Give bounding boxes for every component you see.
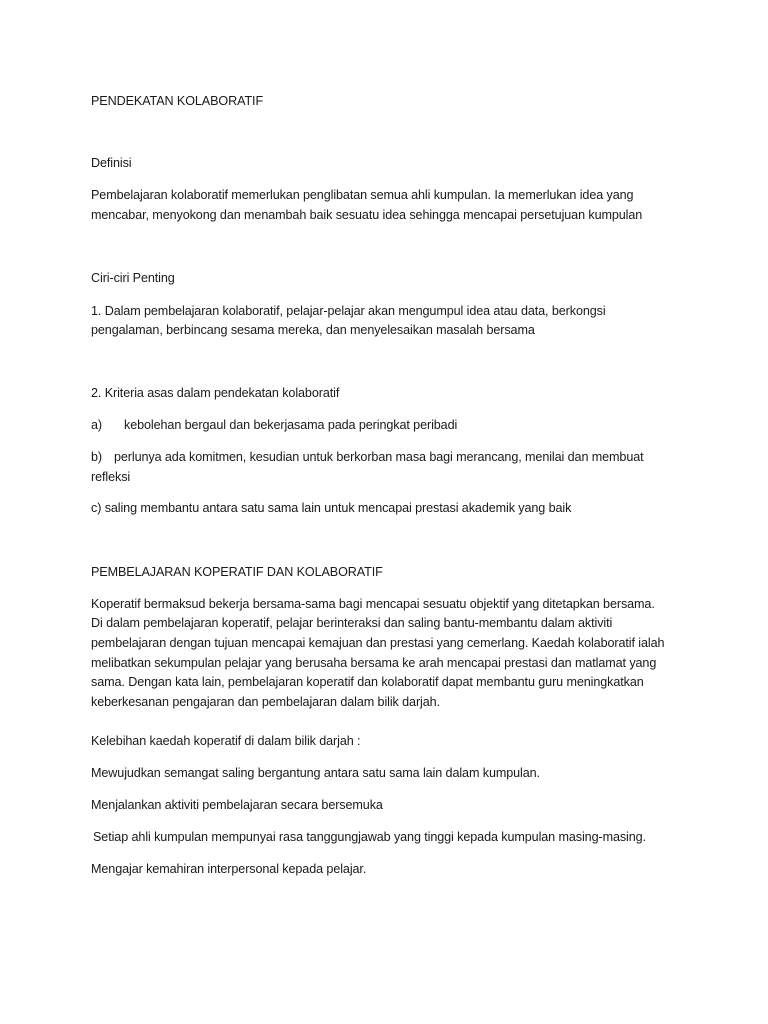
kelebihan-item-3: Setiap ahli kumpulan mempunyai rasa tanggungjawab yang tinggi kepada kumpulan masing-masing.: [93, 830, 646, 844]
definisi-text-line-2: mencabar, menyokong dan menambah baik sesuatu idea sehingga mencapai persetujuan kumpulan: [91, 208, 643, 222]
item-a-text: kebolehan bergaul dan bekerjasama pada peringkat peribadi: [124, 418, 458, 432]
item-b-line-1: [91, 447, 644, 467]
paragraph-line-2: Di dalam pembelajaran koperatif, pelajar berinteraksi dan saling bantu-membantu dalam aktiviti: [91, 616, 613, 630]
point-1-line-2: pengalaman, berbincang sesama mereka, dan menyelesaikan masalah bersama: [91, 323, 535, 337]
section-2-heading: PEMBELAJARAN KOPERATIF DAN KOLABORATIF: [91, 565, 383, 579]
paragraph-line-3: pembelajaran dengan tujuan mencapai kemajuan dan prestasi yang cemerlang. Kaedah kolaboratif ialah: [91, 636, 665, 650]
point-2: 2. Kriteria asas dalam pendekatan kolaboratif: [91, 386, 340, 400]
item-b-line-2: refleksi: [91, 470, 131, 484]
item-a: [91, 415, 457, 435]
item-b-marker: b): [91, 450, 102, 464]
ciri-heading: Ciri-ciri Penting: [91, 271, 175, 285]
definisi-text-line-1: Pembelajaran kolaboratif memerlukan penglibatan semua ahli kumpulan. Ia memerlukan idea yang: [91, 188, 634, 202]
item-b-text: perlunya ada komitmen, kesudian untuk berkorban masa bagi merancang, menilai dan membuat: [114, 450, 644, 464]
item-c: c) saling membantu antara satu sama lain untuk mencapai prestasi akademik yang baik: [91, 501, 572, 515]
kelebihan-heading: Kelebihan kaedah koperatif di dalam bilik darjah :: [91, 734, 361, 748]
document-title: PENDEKATAN KOLABORATIF: [91, 94, 264, 108]
definisi-heading: Definisi: [91, 156, 132, 170]
kelebihan-item-1: Mewujudkan semangat saling bergantung antara satu sama lain dalam kumpulan.: [91, 766, 540, 780]
point-1-line-1: 1. Dalam pembelajaran kolaboratif, pelajar-pelajar akan mengumpul idea atau data, berkongsi: [91, 304, 606, 318]
kelebihan-item-2: Menjalankan aktiviti pembelajaran secara bersemuka: [91, 798, 383, 812]
kelebihan-item-4: Mengajar kemahiran interpersonal kepada pelajar.: [91, 862, 367, 876]
paragraph-line-1: Koperatif bermaksud bekerja bersama-sama bagi mencapai sesuatu objektif yang ditetapkan bersama.: [91, 597, 655, 611]
paragraph-line-6: keberkesanan pengajaran dan pembelajaran dalam bilik darjah.: [91, 695, 440, 709]
paragraph-line-4: melibatkan sekumpulan pelajar yang berusaha bersama ke arah mencapai prestasi dan matlamat yang: [91, 656, 657, 670]
paragraph-line-5: sama. Dengan kata lain, pembelajaran koperatif dan kolaboratif dapat membantu guru meningkatkan: [91, 675, 644, 689]
item-a-marker: a): [91, 418, 102, 432]
